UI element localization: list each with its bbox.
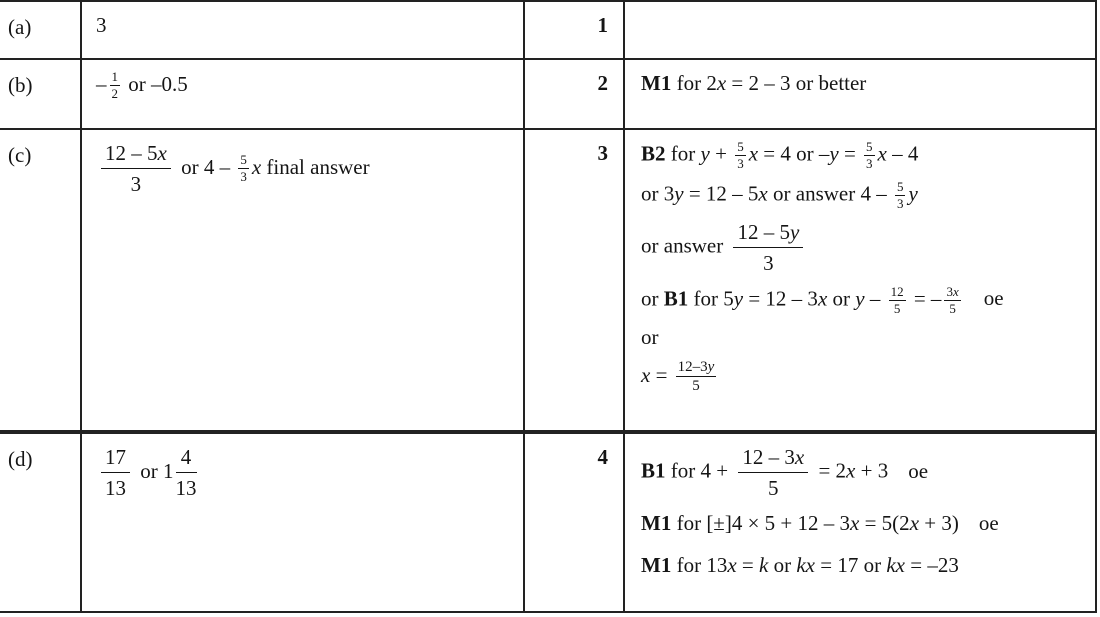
part-label-text: (c) [8,143,32,167]
mark-cell [525,60,625,128]
table-row-a [0,2,1095,60]
table-row-d [0,434,1095,613]
mark-cell [525,2,625,58]
note-line-1: B2 for y + $\frac{5}{3}$ x = 4 or –y = $\frac{5}{3}$ x – 4 [641,139,919,172]
part-label [0,130,82,430]
table-row-b [0,60,1095,130]
answer-cell [82,60,525,128]
answer-cell [82,2,525,58]
fraction-12-minus-5y-over-3: $\frac{12 - 5y}{3}$ [733,219,803,277]
oe-abbrev: oe [908,458,929,483]
part-label-text: (b) [8,73,33,97]
note-line-1: B1 for 4 + $\frac{12 - 3x}{5}$ = 2x + 3 oe [641,445,929,501]
mark-cell [525,434,625,611]
notes-cell [625,60,1095,128]
note-line-4: or B1 for 5y = 12 – 3x or y – $\frac{12}{5}$ = – $\frac{3x}{5}$ oe [641,283,1004,316]
note-line-2: or 3y = 12 – 5x or answer 4 – $\frac{5}{3}$ y [641,178,918,211]
mark-code: M1 [641,71,672,95]
notes-cell [625,434,1095,611]
answer-text: 3 [96,13,107,37]
part-label [0,434,82,611]
note-line: M1 for 2x = 2 – 3 or better [641,71,867,95]
answer-cell [82,130,525,430]
fraction-one-half: $\frac{1}{2}$ [111,69,118,102]
fraction-17-over-13: $\frac{17}{13}$ [101,444,130,502]
fraction-five-thirds: $\frac{5}{3}$ [896,178,904,211]
answer-alt-text: or –0.5 [123,71,188,96]
mark-value: 1 [597,13,608,37]
note-line-3: or answer $\frac{12 - 5y}{3}$ [641,219,1095,277]
fraction-12-minus-3x-over-5: $\frac{12 - 3x}{5}$ [738,444,808,502]
oe-abbrev: oe [983,286,1004,311]
note-line-6: x = $\frac{12-3y}{5}$ [641,358,715,395]
part-label-text: (a) [8,15,32,39]
oe-abbrev: oe [978,510,999,535]
mark-code: B1 [663,286,689,311]
mark-value: 4 [597,445,608,469]
note-line-3: M1 for 13x = k or kx = 17 or kx = –23 [641,552,959,577]
mark-value: 3 [597,141,608,165]
fraction-12-minus-3y-over-5: $\frac{12-3y}{5}$ [677,358,715,395]
fraction-3x-fifths: $\frac{3x}{5}$ [946,283,959,316]
answer-expression: $\frac{17}{13}$ or 1 $\frac{4}{13}$ [96,459,202,483]
minus-sign: – [96,71,107,96]
mark-code: B2 [641,141,666,166]
fraction-five-thirds: $\frac{5}{3}$ [240,151,247,185]
note-line-2: M1 for [±]4 × 5 + 12 – 3x = 5(2x + 3) oe [641,510,999,535]
note-line-5: or [641,325,659,350]
mark-cell [525,130,625,430]
fraction-12-minus-5x-over-3: $\frac{12 - 5x}{3}$ [101,140,171,198]
notes-cell [625,130,1095,430]
fraction-five-thirds: $\frac{5}{3}$ [866,139,873,172]
mark-code: M1 [641,552,672,577]
answer-expression: $\frac{12 - 5x}{3}$ or 4 – $\frac{5}{3}$ x final answer [96,155,370,179]
part-label [0,2,82,58]
table-row-c [0,130,1095,432]
fraction-4-over-13: $\frac{4}{13}$ [175,445,197,501]
mark-code: B1 [641,458,666,483]
mark-code: M1 [641,510,672,535]
part-label [0,60,82,128]
notes-cell [625,2,1095,58]
part-label-text: (d) [8,447,33,471]
fraction-five-thirds: $\frac{5}{3}$ [737,139,744,172]
answer-expression [96,69,188,102]
answer-cell [82,434,525,611]
fraction-12-fifths: $\frac{12}{5}$ [890,283,904,316]
mark-value: 2 [597,71,608,95]
